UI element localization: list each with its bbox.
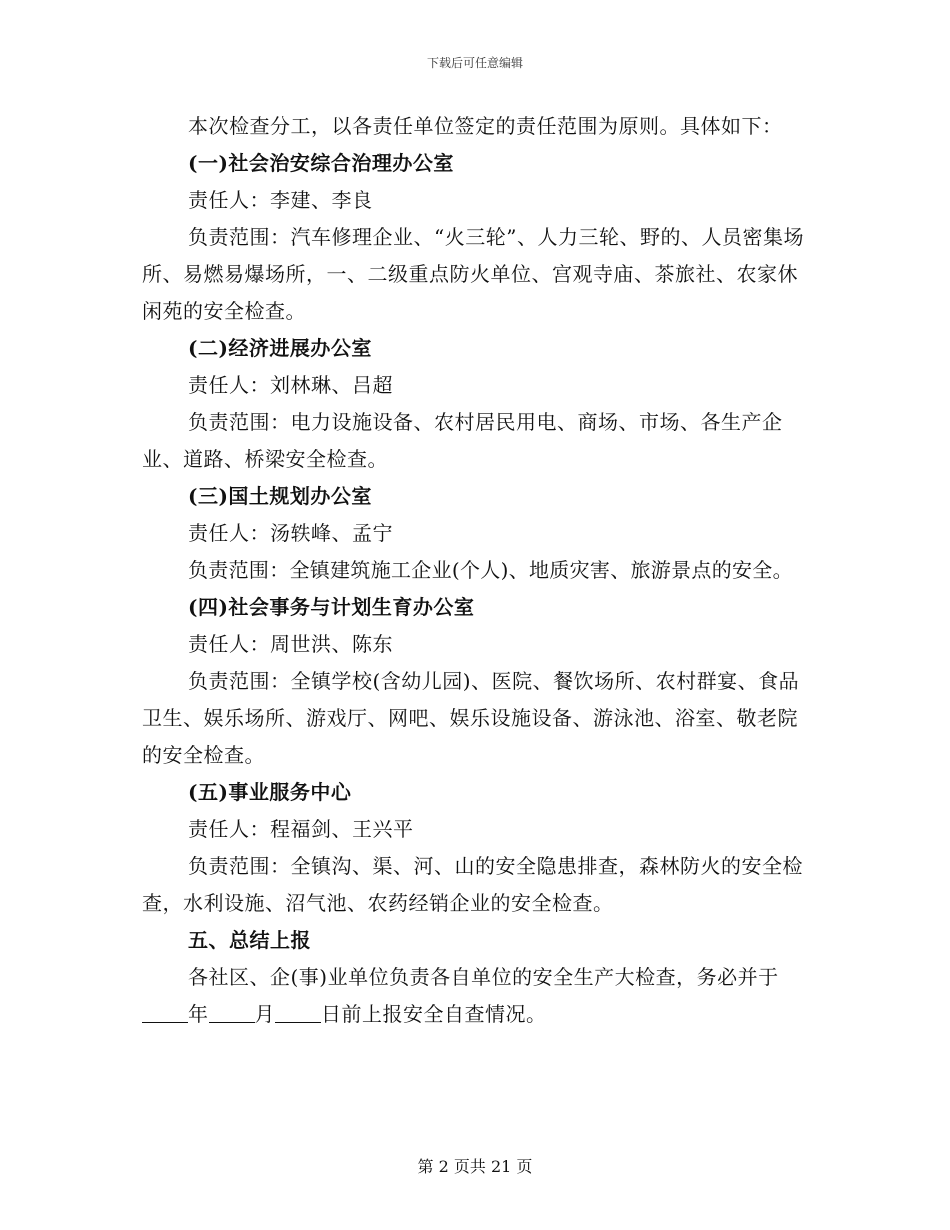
document-body <box>142 108 810 1033</box>
page-number: 第 2 页共 21 页 <box>417 1157 533 1176</box>
intro-paragraph: 本次检查分工，以各责任单位签定的责任范围为原则。具体如下： <box>188 114 783 138</box>
section-heading-3: (三)国土规划办公室 <box>188 484 372 508</box>
scope-paragraph-2: 负责范围：电力设施设备、农村居民用电、商场、市场、各生产企业、道路、桥梁安全检查。 <box>142 410 783 471</box>
scope-paragraph-3: 负责范围：全镇建筑施工企业(个人)、地质灾害、旅游景点的安全。 <box>188 558 793 582</box>
responsible-person-5: 责任人：程福剑、王兴平 <box>188 817 414 841</box>
day-text: 日前上报安全自查情况。 <box>321 1002 547 1026</box>
report-deadline-paragraph <box>142 959 810 1033</box>
responsible-person-1: 责任人：李建、李良 <box>188 188 373 212</box>
month-blank <box>209 1002 255 1023</box>
scope-paragraph-1: 负责范围：汽车修理企业、“火三轮”、人力三轮、野的、人员密集场所、易燃易爆场所，一、二级重点防火单位、宫观寺庙、茶旅社、农家休闲苑的安全检查。 <box>142 225 804 323</box>
scope-paragraph-4: 负责范围：全镇学校(含幼儿园)、医院、餐饮场所、农村群宴、食品卫生、娱乐场所、游戏厅、网吧、娱乐设施设备、游泳池、浴室、敬老院的安全检查。 <box>142 669 800 767</box>
report-text: 各社区、企(事)业单位负责各自单位的安全生产大检查，务必并于 <box>188 965 779 989</box>
responsible-person-2: 责任人：刘林琳、吕超 <box>188 373 393 397</box>
scope-paragraph-5: 负责范围：全镇沟、渠、河、山的安全隐患排查，森林防火的安全检查，水利设施、沼气池、农药经销企业的安全检查。 <box>142 854 803 915</box>
section-heading-2: (二)经济进展办公室 <box>188 336 372 360</box>
year-blank <box>142 1002 188 1023</box>
month-label: 月 <box>254 1002 275 1026</box>
section-heading-1: (一)社会治安综合治理办公室 <box>188 151 454 175</box>
day-blank <box>275 1002 321 1023</box>
responsible-person-3: 责任人：汤轶峰、孟宁 <box>188 521 393 545</box>
section-heading-summary: 五、总结上报 <box>188 928 311 952</box>
section-heading-4: (四)社会事务与计划生育办公室 <box>188 595 475 619</box>
responsible-person-4: 责任人：周世洪、陈东 <box>188 632 393 656</box>
year-label: 年 <box>188 1002 209 1026</box>
section-heading-5: (五)事业服务中心 <box>188 780 352 804</box>
page-header: 下载后可任意编辑 <box>426 56 523 70</box>
